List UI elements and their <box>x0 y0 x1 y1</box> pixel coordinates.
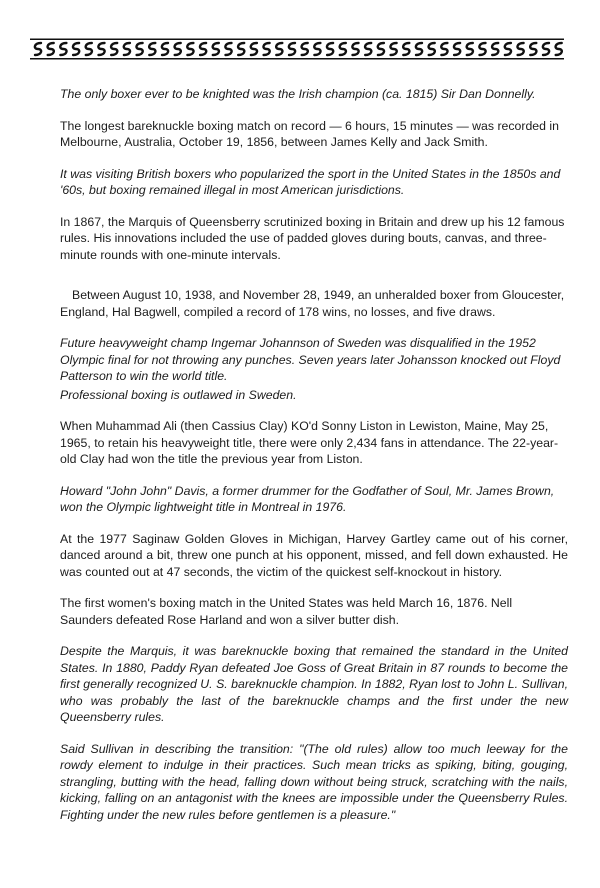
chain-link <box>35 43 41 55</box>
chain-link <box>556 43 562 55</box>
fact-bagwell: Between August 10, 1938, and November 28, 1949, an unheralded boxer from Gloucester, England, Hal Bagwell, compiled a record of 178 wins, no losses, and five draws. <box>60 288 565 319</box>
fact-british-boxers: It was visiting British boxers who popularized the sport in the United States in the 1850s and '60s, but boxing remained illegal in most American jurisdictions. <box>60 166 561 197</box>
fact-gartley: At the 1977 Saginaw Golden Gloves in Michigan, Harvey Gartley came out of his corner, danced around a bit, threw one punch at his opponent, missed, and fell down exhausted. He was counted out at 47 seconds, the victim of the quickest self-knockout in history. <box>60 531 568 579</box>
decorative-chain-border <box>30 38 564 60</box>
fact-women-boxing: The first women's boxing match in the United States was held March 16, 1876. Nell Saunders defeated Rose Harland and won a silver butter dish. <box>60 596 513 627</box>
fact-johannson <box>60 335 568 403</box>
fact-ryan-goss: Despite the Marquis, it was bareknuckle boxing that remained the standard in the United States. In 1880, Paddy Ryan defeated Joe Goss of Great Britain in 87 rounds to become the first generally recognized U. S. bareknuckle champion. In 1882, Ryan lost to John L. Sullivan, who was probably the last of the bareknuckle champs and the first under the new Queensberry rules. <box>60 644 568 724</box>
chain-link <box>225 43 231 55</box>
chain-link <box>505 43 511 55</box>
chain-link <box>60 43 66 55</box>
fact-sweden-outlawed: Professional boxing is outlawed in Sweden. <box>60 387 297 402</box>
chain-link <box>302 43 308 55</box>
chain-link <box>73 43 79 55</box>
chain-link <box>416 43 422 55</box>
chain-link <box>149 43 155 55</box>
chain-link <box>517 43 523 55</box>
fact-knighted: The only boxer ever to be knighted was the Irish champion (ca. 1815) Sir Dan Donnelly. <box>60 87 536 101</box>
chain-link <box>111 43 117 55</box>
chain-link <box>530 43 536 55</box>
chain-link <box>403 43 409 55</box>
boxing-facts-page <box>60 86 568 838</box>
chain-link <box>251 43 257 55</box>
chain-link <box>213 43 219 55</box>
chain-link <box>467 43 473 55</box>
fact-sullivan-quote: Said Sullivan in describing the transition: "(The old rules) allow too much leeway for the rowdy element to indulge in their practices. Such mean tricks as spiking, biting, gouging, strangling, butting with the head, falling down without being struck, scratching with the nails, kicking, falling on an antagonist with the knees are impossible under the Queensberry Rules. Fighting under the new rules before gentlemen is a pleasure." <box>60 741 568 822</box>
chain-link <box>98 43 104 55</box>
chain-link <box>479 43 485 55</box>
chain-link <box>187 43 193 55</box>
fact-davis: Howard "John John" Davis, a former drummer for the Godfather of Soul, Mr. James Brown, won the Olympic lightweight title in Montreal in 1976. <box>60 483 555 514</box>
chain-link <box>86 43 92 55</box>
chain-link <box>200 43 206 55</box>
chain-link <box>314 43 320 55</box>
chain-link <box>429 43 435 55</box>
chain-link <box>162 43 168 55</box>
chain-link <box>543 43 549 55</box>
chain-link <box>263 43 269 55</box>
fact-queensberry: In 1867, the Marquis of Queensberry scrutinized boxing in Britain and drew up his 12 famous rules. His innovations included the use of padded gloves during bouts, canvas, and three-minute rounds with one-minute intervals. <box>60 214 565 262</box>
chain-link <box>352 43 358 55</box>
chain-link <box>378 43 384 55</box>
chain-link <box>454 43 460 55</box>
chain-link <box>124 43 130 55</box>
chain-link <box>492 43 498 55</box>
chain-link <box>365 43 371 55</box>
chain-link <box>441 43 447 55</box>
chain-link <box>390 43 396 55</box>
chain-link <box>327 43 333 55</box>
chain-link <box>136 43 142 55</box>
fact-ali-liston: When Muhammad Ali (then Cassius Clay) KO'd Sonny Liston in Lewiston, Maine, May 25, 1965, to retain his heavyweight title, there were only 2,434 fans in attendance. The 22-year-old Clay had won the title the previous year from Liston. <box>60 419 559 466</box>
fact-johannson-text: Future heavyweight champ Ingemar Johannson of Sweden was disqualified in the 1952 Olympic final for not throwing any punches. Seven years later Johansson knocked out Floyd Patterson to win the world title. <box>60 336 561 383</box>
fact-longest-match: The longest bareknuckle boxing match on record — 6 hours, 15 minutes — was recorded in Melbourne, Australia, October 19, 1856, between James Kelly and Jack Smith. <box>60 118 559 149</box>
chain-link <box>289 43 295 55</box>
chain-link <box>276 43 282 55</box>
chain-link <box>340 43 346 55</box>
chain-link <box>175 43 181 55</box>
chain-link <box>48 43 54 55</box>
chain-link <box>238 43 244 55</box>
